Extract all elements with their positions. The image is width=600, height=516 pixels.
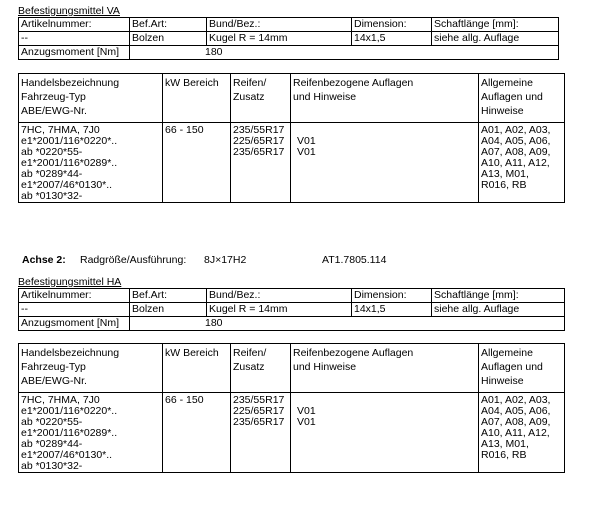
general-notes: A01, A02, A03, A04, A05, A06, A07, A08, A09, A10, A11, A12, A13, M01, R016, RB xyxy=(479,123,565,203)
header-schaftlaenge: Schaftlänge [mm]: xyxy=(432,18,559,32)
value-befart: Bolzen xyxy=(130,32,207,46)
col-reifenbezogene-auflagen: Reifenbezogene Auflagen und Hinweise xyxy=(291,344,479,393)
value-bund: Kugel R = 14mm xyxy=(207,303,352,317)
header-dimension: Dimension: xyxy=(352,18,432,32)
torque-value: 180 xyxy=(130,317,565,331)
tire-sizes: 235/55R17 225/65R17 235/65R17 xyxy=(231,123,291,203)
axle-code: AT1.7805.114 xyxy=(322,254,387,266)
header-schaftlaenge: Schaftlänge [mm]: xyxy=(432,289,565,303)
header-artikelnummer: Artikelnummer: xyxy=(19,18,130,32)
col-reifen: Reifen/ Zusatz xyxy=(231,344,291,393)
value-schaftlaenge: siehe allg. Auflage xyxy=(432,303,565,317)
vehicle-types: 7HC, 7HMA, 7J0 e1*2001/116*0220*.. ab *0220*55- e1*2001/116*0289*.. ab *0289*44- e1*2007/46*0130*.. ab *0130*32- xyxy=(19,393,163,473)
axle-size-label: Radgröße/Ausführung: xyxy=(80,254,187,266)
value-befart: Bolzen xyxy=(130,303,207,317)
section-title-va: Befestigungsmittel VA xyxy=(18,5,120,17)
col-reifenbezogene-auflagen: Reifenbezogene Auflagen und Hinweise xyxy=(291,74,479,123)
col-kw-bereich: kW Bereich xyxy=(163,344,231,393)
header-artikelnummer: Artikelnummer: xyxy=(19,289,130,303)
general-notes: A01, A02, A03, A04, A05, A06, A07, A08, A09, A10, A11, A12, A13, M01, R016, RB xyxy=(479,393,565,473)
tire-sizes: 235/55R17 225/65R17 235/65R17 xyxy=(231,393,291,473)
kw-range: 66 - 150 xyxy=(163,393,231,473)
header-bund: Bund/Bez.: xyxy=(207,18,352,32)
value-dimension: 14x1,5 xyxy=(352,32,432,46)
header-befart: Bef.Art: xyxy=(130,289,207,303)
value-bund: Kugel R = 14mm xyxy=(207,32,352,46)
vehicle-types: 7HC, 7HMA, 7J0 e1*2001/116*0220*.. ab *0220*55- e1*2001/116*0289*.. ab *0289*44- e1*2007/46*0130*.. ab *0130*32- xyxy=(19,123,163,203)
section-title-ha: Befestigungsmittel HA xyxy=(18,276,122,288)
axle-size-value: 8J×17H2 xyxy=(204,254,247,266)
torque-value: 180 xyxy=(130,46,559,60)
vehicle-table-va xyxy=(18,73,565,203)
fastening-table-va xyxy=(18,17,559,60)
torque-label: Anzugsmoment [Nm] xyxy=(19,46,130,60)
tire-notes: V01 V01 xyxy=(291,123,479,203)
header-befart: Bef.Art: xyxy=(130,18,207,32)
header-dimension: Dimension: xyxy=(352,289,432,303)
kw-range: 66 - 150 xyxy=(163,123,231,203)
value-artikelnummer: -- xyxy=(19,303,130,317)
vehicle-table-ha xyxy=(18,343,565,473)
col-allgemeine-auflagen: Allgemeine Auflagen und Hinweise xyxy=(479,74,565,123)
col-handelsbezeichnung: Handelsbezeichnung Fahrzeug-Typ ABE/EWG-Nr. xyxy=(19,344,163,393)
tire-notes: V01 V01 xyxy=(291,393,479,473)
col-handelsbezeichnung: Handelsbezeichnung Fahrzeug-Typ ABE/EWG-Nr. xyxy=(19,74,163,123)
value-dimension: 14x1,5 xyxy=(352,303,432,317)
col-allgemeine-auflagen: Allgemeine Auflagen und Hinweise xyxy=(479,344,565,393)
torque-label: Anzugsmoment [Nm] xyxy=(19,317,130,331)
col-kw-bereich: kW Bereich xyxy=(163,74,231,123)
header-bund: Bund/Bez.: xyxy=(207,289,352,303)
axle-label: Achse 2: xyxy=(22,254,66,266)
fastening-table-ha xyxy=(18,288,565,331)
value-artikelnummer: -- xyxy=(19,32,130,46)
col-reifen: Reifen/ Zusatz xyxy=(231,74,291,123)
value-schaftlaenge: siehe allg. Auflage xyxy=(432,32,559,46)
